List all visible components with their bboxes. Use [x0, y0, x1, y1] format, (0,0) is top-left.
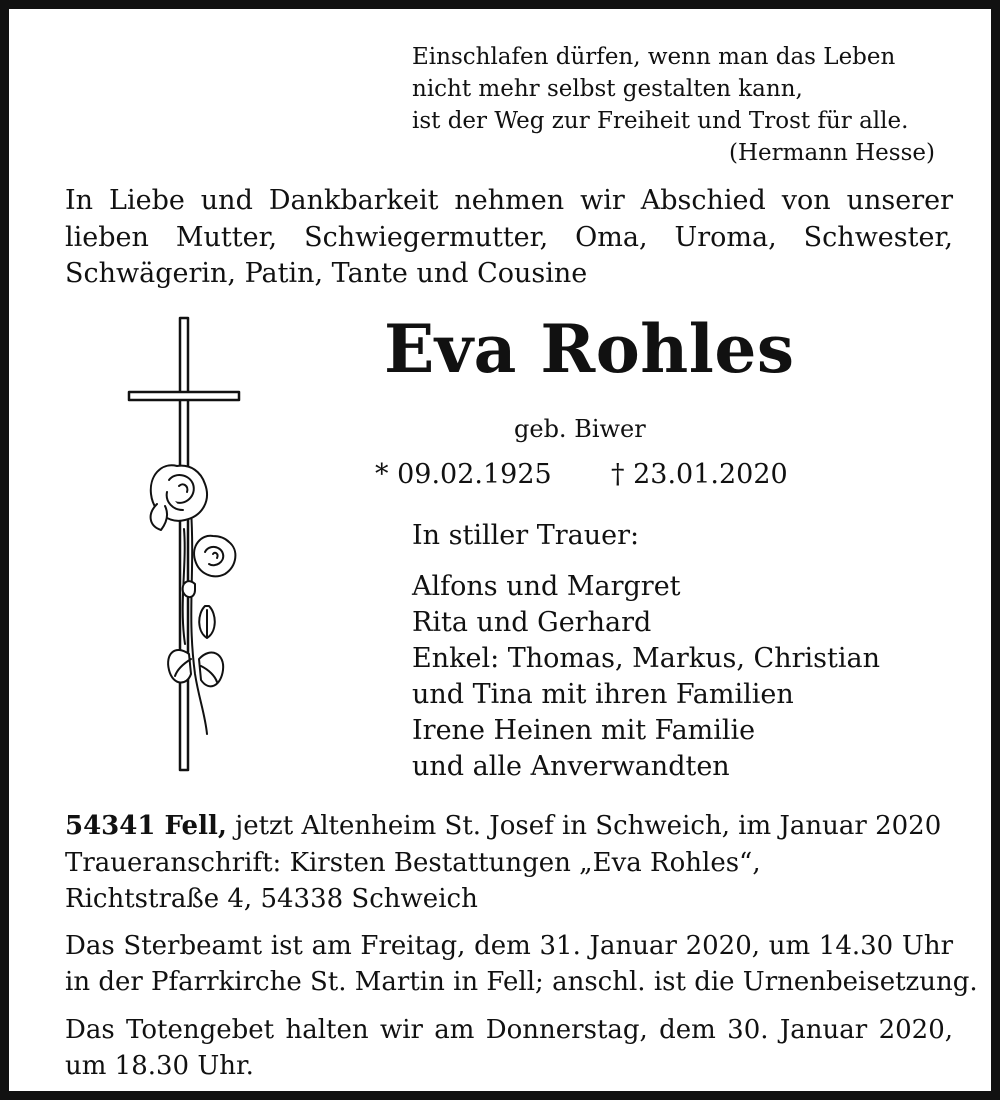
address-line-2: Traueranschrift: Kirsten Bestattungen „Eva Rohles“, — [65, 848, 761, 878]
mourner-line: und Tina mit ihren Familien — [412, 679, 794, 710]
mourner-line: Rita und Gerhard — [412, 607, 652, 638]
cross-with-roses-icon — [109, 314, 249, 784]
quote-author: (Hermann Hesse) — [729, 140, 935, 166]
address-place: 54341 Fell, — [65, 811, 227, 841]
birth-name: geb. Biwer — [514, 415, 646, 443]
mourner-line: und alle Anverwandten — [412, 751, 730, 782]
quote-line: nicht mehr selbst gestalten kann, — [412, 76, 803, 102]
death-date: † 23.01.2020 — [611, 459, 788, 490]
intro-line: In Liebe und Dankbarkeit nehmen wir Abschied von unserer — [65, 185, 953, 216]
address-line-3: Richtstraße 4, 54338 Schweich — [65, 884, 478, 914]
quote-line: ist der Weg zur Freiheit und Trost für alle. — [412, 108, 909, 134]
intro-line: lieben Mutter, Schwiegermutter, Oma, Uroma, Schwester, — [65, 222, 953, 253]
requiem-line: Das Sterbeamt ist am Freitag, dem 31. Januar 2020, um 14.30 Uhr — [65, 931, 953, 961]
prayer-line: um 18.30 Uhr. — [65, 1051, 254, 1081]
mourner-line: Irene Heinen mit Familie — [412, 715, 756, 746]
prayer-line: Das Totengebet halten wir am Donnerstag, dem 30. Januar 2020, — [65, 1015, 953, 1045]
mourners-heading: In stiller Trauer: — [412, 520, 640, 551]
quote-line: Einschlafen dürfen, wenn man das Leben — [412, 44, 896, 70]
deceased-name: Eva Rohles — [384, 310, 795, 388]
requiem-line: in der Pfarrkirche St. Martin in Fell; anschl. ist die Urnenbeisetzung. — [65, 967, 978, 997]
birth-date: * 09.02.1925 — [375, 459, 552, 490]
address-place-rest: jetzt Altenheim St. Josef in Schweich, im Januar 2020 — [235, 811, 942, 841]
mourner-line: Enkel: Thomas, Markus, Christian — [412, 643, 880, 674]
mourner-line: Alfons und Margret — [412, 571, 681, 602]
intro-line: Schwägerin, Patin, Tante und Cousine — [65, 258, 588, 289]
address-line-1 — [65, 813, 941, 839]
